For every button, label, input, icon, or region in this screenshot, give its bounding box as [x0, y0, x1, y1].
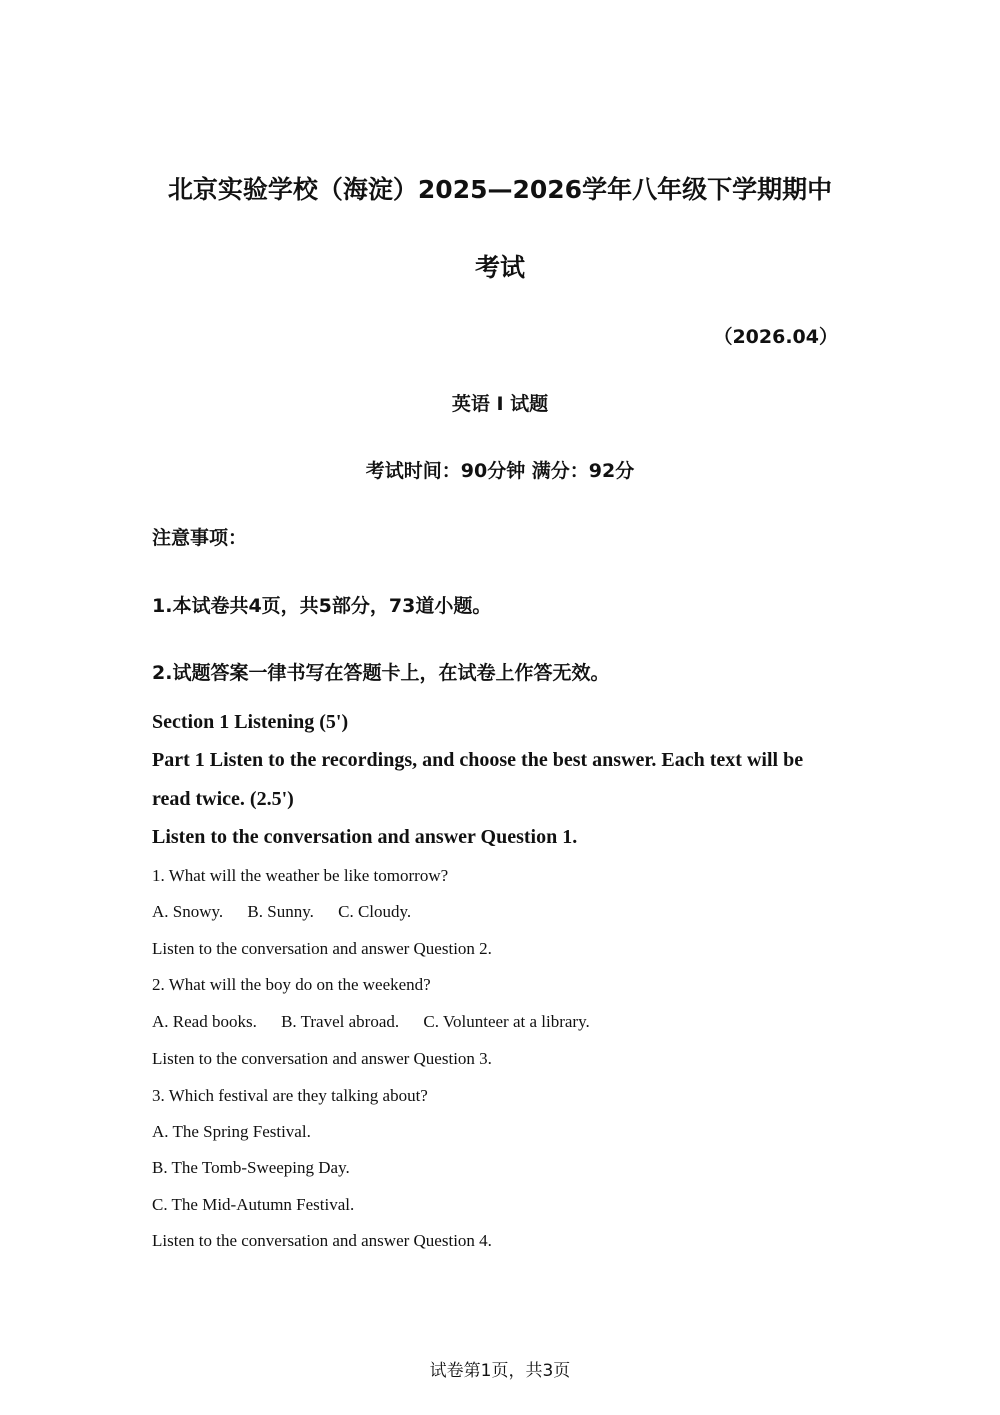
exam-title-line1: 北京实验学校（海淀）2025—2026学年八年级下学期期中 [167, 175, 833, 204]
part1-instruction-line2: read twice. (2.5') [152, 788, 294, 810]
exam-info: 考试时间：90分钟 满分：92分 [365, 460, 635, 482]
instruction-q3: Listen to the conversation and answer Question 3. [152, 1049, 492, 1068]
q2-option-c: C. Volunteer at a library. [423, 1012, 590, 1031]
note-item-2: 2.试题答案一律书写在答题卡上，在试卷上作答无效。 [152, 662, 610, 684]
exam-title-line2: 考试 [474, 253, 525, 282]
q1-option-c: C. Cloudy. [338, 902, 412, 921]
q3-option-a: A. The Spring Festival. [152, 1122, 311, 1141]
instruction-q2: Listen to the conversation and answer Question 2. [152, 939, 492, 958]
q2-option-a: A. Read books. [152, 1012, 257, 1031]
notes-heading: 注意事项： [152, 527, 248, 549]
note-item-1: 1.本试卷共4页，共5部分，73道小题。 [152, 595, 492, 617]
question-2-options [152, 1012, 610, 1032]
q3-option-c: C. The Mid-Autumn Festival. [152, 1195, 355, 1214]
instruction-q4: Listen to the conversation and answer Question 4. [152, 1231, 492, 1250]
question-3: 3. Which festival are they talking about? [152, 1086, 428, 1105]
exam-date: （2026.04） [713, 326, 838, 348]
question-2: 2. What will the boy do on the weekend? [152, 975, 431, 994]
part1-instruction-line1: Part 1 Listen to the recordings, and choose the best answer. Each text will be [152, 749, 804, 771]
q1-option-b: B. Sunny. [247, 902, 314, 921]
subject-title: 英语 I 试题 [451, 393, 549, 415]
question-1: 1. What will the weather be like tomorrow? [152, 866, 449, 885]
page-footer: 试卷第1页，共3页 [429, 1361, 571, 1381]
q1-option-a: A. Snowy. [152, 902, 224, 921]
section-title: Section 1 Listening (5') [152, 711, 349, 733]
question-1-options [152, 902, 431, 922]
q3-option-b: B. The Tomb-Sweeping Day. [152, 1158, 350, 1177]
q2-option-b: B. Travel abroad. [281, 1012, 400, 1031]
instruction-q1: Listen to the conversation and answer Question 1. [152, 826, 578, 848]
